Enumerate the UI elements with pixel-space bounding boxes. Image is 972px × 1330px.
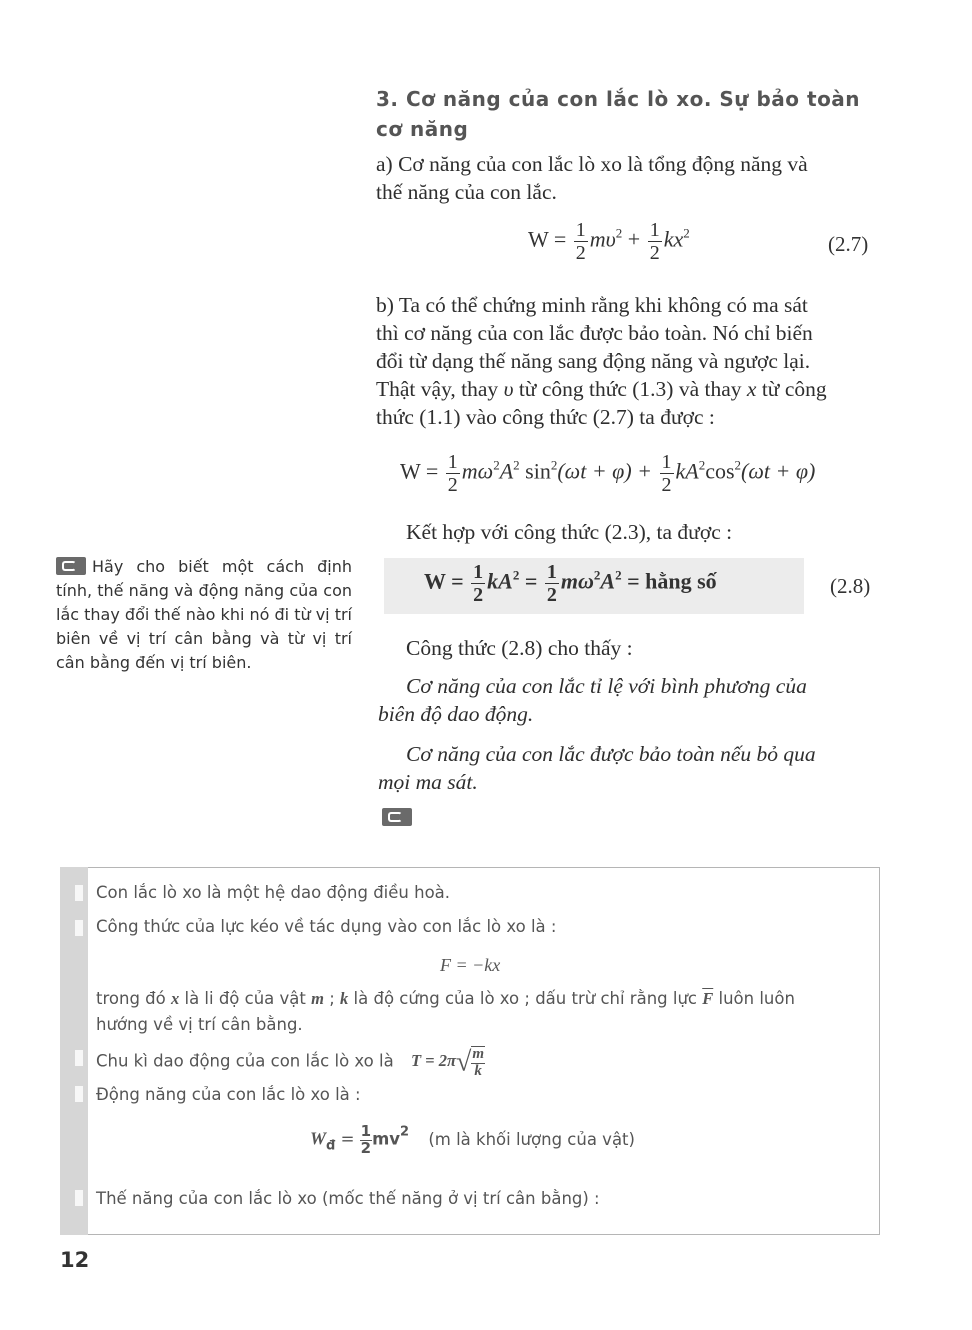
eq28-equals: = xyxy=(524,568,538,594)
c2-question-icon xyxy=(56,557,86,575)
paragraph-b-line-4: Thật vậy, thay υ từ công thức (1.3) và thay x từ công xyxy=(376,377,827,401)
eq28-rhs: = hằng số xyxy=(627,568,717,594)
sin-function: sin xyxy=(525,458,551,484)
equation-expanded: W = $\frac{1}{2}$ $m\omega^2A^2$ $\sin^2(\omega t + \varphi)$ + $\frac{1}{2}$ $kA^2\cos^2(\omega t + \varphi)$ xyxy=(400,451,816,496)
summary-bullet-2 xyxy=(75,920,83,936)
summary-item-2-note-line-1: trong đó x là li độ của vật m ; k là độ cứng của lò xo ; dấu trừ chỉ rằng lực $\overline{F}$ luôn luôn xyxy=(96,989,795,1008)
period-formula: T = 2π√ $\frac{m}{k}$ xyxy=(410,1046,485,1079)
kinetic-energy-note: (m là khối lượng của vật) xyxy=(428,1129,635,1149)
kinetic-energy-formula: $W_đ$ = $\frac{1}{2}$ $mv^2$ (m là khối lượng của vật) xyxy=(310,1122,635,1157)
summary-item-2: Công thức của lực kéo về tác dụng vào con lắc lò xo là : xyxy=(96,917,557,936)
heading-line-2: cơ năng xyxy=(376,117,469,141)
paragraph-b-line-3: đổi từ dạng thế năng sang động năng và ngược lại. xyxy=(376,349,811,373)
eq28-fraction-2: $\frac{1}{2}$ xyxy=(546,561,557,606)
equation-2-7: W = $\frac{1}{2}$ $m\upsilon^2$ + $\frac{1}{2}$ $kx^2$ xyxy=(528,219,690,264)
summary-item-2-note-line-2: hướng về vị trí cân bằng. xyxy=(96,1015,303,1034)
equation-number-2-8: (2.8) xyxy=(830,574,871,598)
eq28-lhs: W = xyxy=(424,568,464,594)
conclusion-2-line-2: mọi ma sát. xyxy=(378,770,478,794)
conclusion-2 xyxy=(378,740,878,796)
summary-bullet-4 xyxy=(75,1086,83,1102)
summary-item-2-note xyxy=(96,986,876,1038)
heading-line-1: 3. Cơ năng của con lắc lò xo. Sự bảo toàn xyxy=(376,87,861,111)
force-formula: F = −kx xyxy=(440,955,501,975)
conclusion-1-line-2: biên độ dao động. xyxy=(378,702,534,726)
eq27-fraction-1: $\frac{1}{2}$ xyxy=(575,219,586,264)
summary-bullet-3 xyxy=(75,1050,83,1066)
eq-exp-lhs: W = xyxy=(400,458,439,484)
eq27-term-2: kx xyxy=(663,226,684,252)
paragraph-b-line-1: b) Ta có thể chứng minh rằng khi không có ma sát xyxy=(376,293,808,317)
paragraph-b-line-5: thức (1.1) vào công thức (2.7) ta được : xyxy=(376,405,715,429)
sidenote-question xyxy=(56,555,352,675)
summary-side-bar xyxy=(60,867,88,1235)
paragraph-a-line-1: a) Cơ năng của con lắc lò xo là tổng động năng và xyxy=(376,152,808,176)
eq-exp-fraction-1: $\frac{1}{2}$ xyxy=(447,451,458,496)
paragraph-b-line-2: thì cơ năng của con lắc được bảo toàn. Nó chỉ biến xyxy=(376,321,813,345)
eq28-fraction-1: $\frac{1}{2}$ xyxy=(473,561,484,606)
eq27-lhs: W = xyxy=(528,226,567,252)
eq27-fraction-2: $\frac{1}{2}$ xyxy=(649,219,660,264)
paragraph-a xyxy=(376,150,876,206)
conclusion-1 xyxy=(378,672,878,728)
equation-2-8: W = $\frac{1}{2}$ $kA^2$ = $\frac{1}{2}$ $m\omega^2A^2$ = hằng số xyxy=(424,561,717,606)
summary-item-3-text: Chu kì dao động của con lắc lò xo là xyxy=(96,1051,394,1071)
combine-text: Kết hợp với công thức (2.3), ta được : xyxy=(406,520,733,544)
eq27-plus: + xyxy=(627,226,641,252)
summary-item-1: Con lắc lò xo là một hệ dao động điều hoà. xyxy=(96,883,451,902)
summary-item-3 xyxy=(96,1046,485,1079)
eq27-term-1: mυ xyxy=(589,226,616,252)
summary-bullet-1 xyxy=(75,885,83,901)
conclusion-1-line-1: Cơ năng của con lắc tỉ lệ với bình phương của xyxy=(406,674,807,698)
cos-function: cos xyxy=(705,458,735,484)
equation-number-2-7: (2.7) xyxy=(828,232,869,256)
sidenote-text: Hãy cho biết một cách định tính, thế năng và động năng của con lắc thay đổi thế nào khi nó đi từ vị trí biên về vị trí cân bằng và từ vị trí cân bằng đến vị trí biên. xyxy=(56,557,352,672)
summary-bullet-5 xyxy=(75,1190,83,1206)
summary-item-4: Động năng của con lắc lò xo là : xyxy=(96,1085,361,1104)
section-heading xyxy=(376,84,876,144)
paragraph-b xyxy=(376,291,876,431)
formula-shows-text: Công thức (2.8) cho thấy : xyxy=(406,636,633,660)
conclusion-2-line-1: Cơ năng của con lắc được bảo toàn nếu bỏ qua xyxy=(406,742,816,766)
sin-argument: (ωt + φ) + xyxy=(557,458,653,484)
summary-item-5: Thế năng của con lắc lò xo (mốc thế năng ở vị trí cân bằng) : xyxy=(96,1189,600,1208)
eq-exp-fraction-2: $\frac{1}{2}$ xyxy=(661,451,672,496)
cos-argument: (ωt + φ) xyxy=(741,458,816,484)
page-number: 12 xyxy=(60,1248,90,1272)
paragraph-a-line-2: thế năng của con lắc. xyxy=(376,180,557,204)
c2-marker-icon xyxy=(382,808,418,828)
